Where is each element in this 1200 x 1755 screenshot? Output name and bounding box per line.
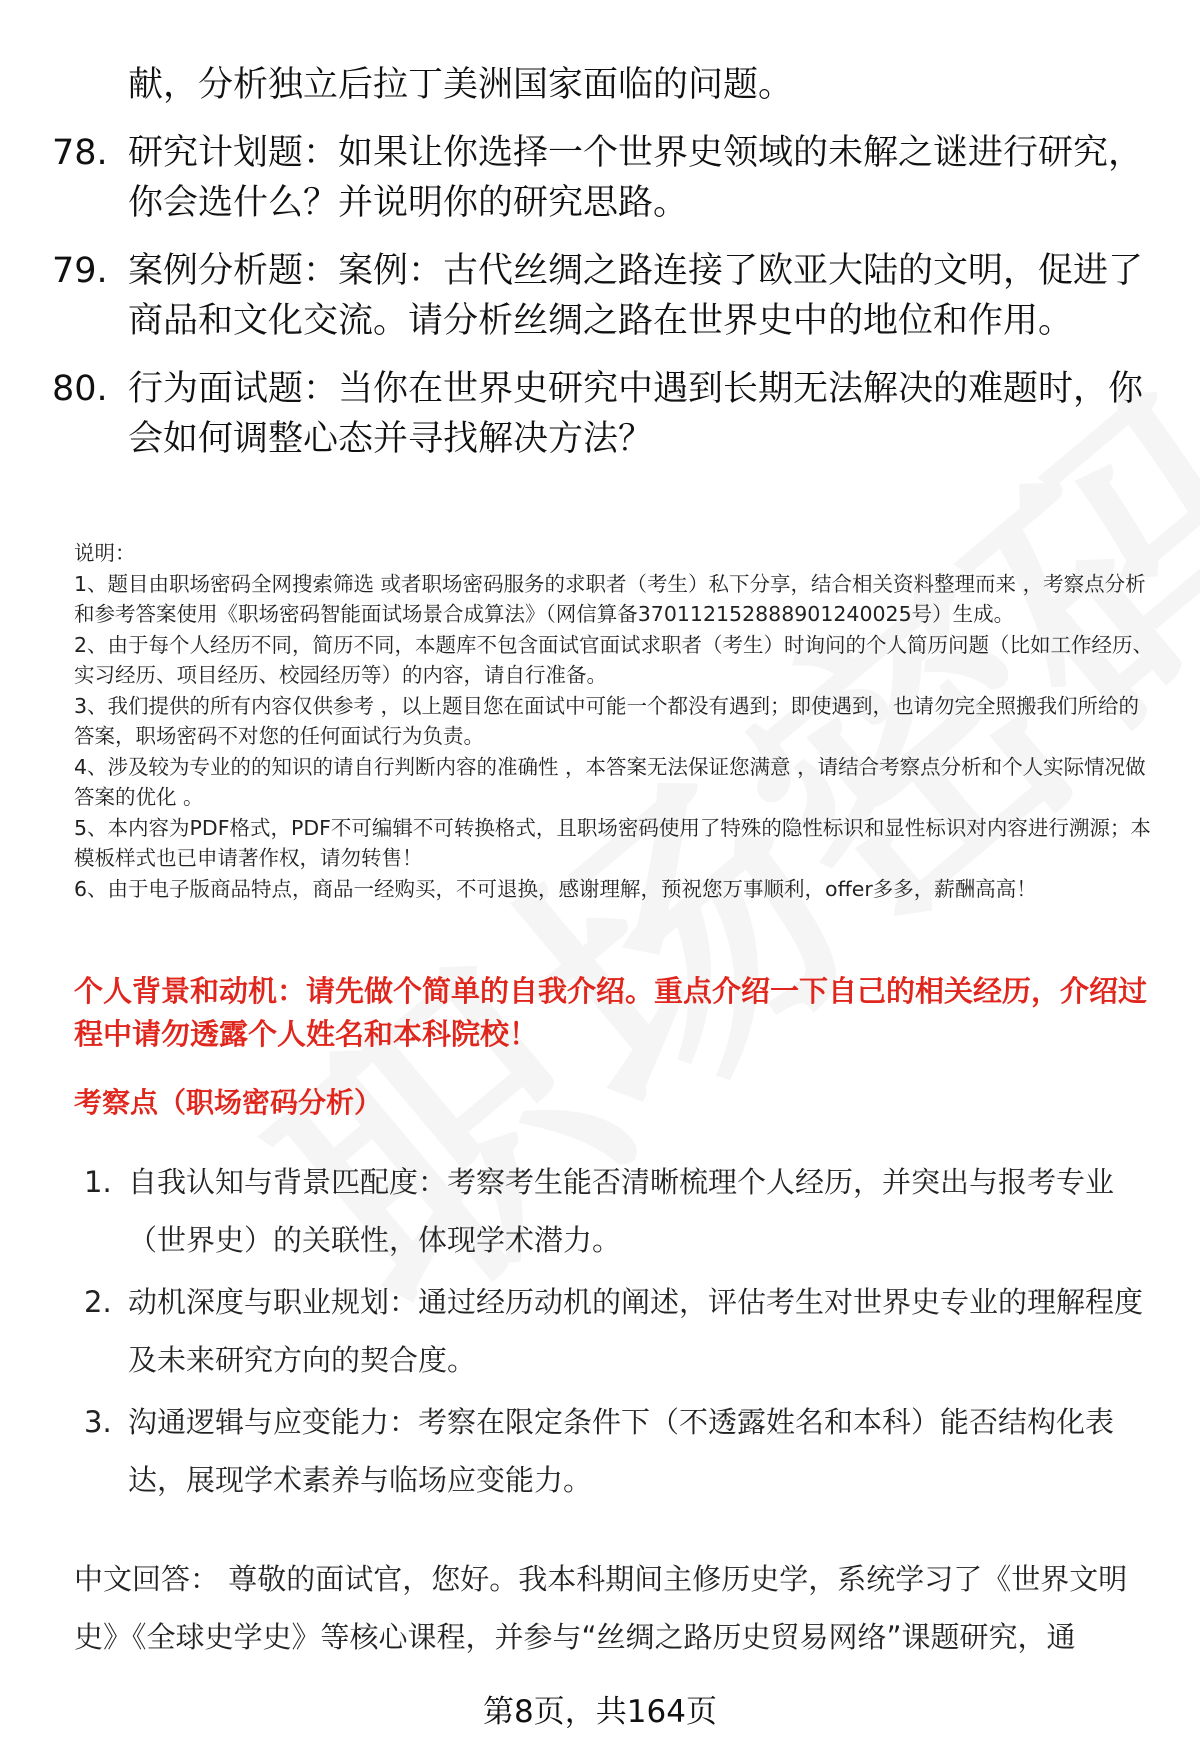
- question-text: 研究计划题：如果让你选择一个世界史领域的未解之谜进行研究，你会选什么？并说明你的研究思路。: [128, 133, 1144, 223]
- note-item: 4、涉及较为专业的的知识的请自行判断内容的准确性 ，本答案无法保证您满意 ，请结合考察点分析和个人实际情况做答案的优化 。: [74, 754, 1146, 809]
- point-text: 自我认知与背景匹配度：考察考生能否清晰梳理个人经历，并突出与报考专业（世界史）的关联性，体现学术潜力。: [128, 1165, 1115, 1257]
- point-text: 沟通逻辑与应变能力：考察在限定条件下（不透露姓名和本科）能否结构化表达，展现学术素养与临场应变能力。: [128, 1405, 1115, 1497]
- note-item: 5、本内容为PDF格式，PDF不可编辑不可转换格式，且职场密码使用了特殊的隐性标识和显性标识对内容进行溯源；本模板样式也已申请著作权，请勿转售！: [74, 815, 1151, 870]
- analysis-point: [84, 1393, 1154, 1509]
- note-item: 2、由于每个人经历不同，简历不同，本题库不包含面试官面试求职者（考生）时询问的个人简历问题（比如工作经历、实习经历、项目经历、校园经历等）的内容，请自行准备。: [74, 632, 1154, 687]
- question-heading: 个人背景和动机：请先做个简单的自我介绍。重点介绍一下自己的相关经历，介绍过程中请勿透露个人姓名和本科院校！: [74, 974, 1148, 1051]
- notes-section: [74, 538, 1154, 904]
- note-item: 3、我们提供的所有内容仅供参考 ，以上题目您在面试中可能一个都没有遇到；即使遇到，也请勿完全照搬我们所给的答案，职场密码不对您的任何面试行为负责。: [74, 693, 1140, 748]
- question-number: 80.: [52, 369, 108, 409]
- question-number: 79.: [52, 251, 108, 291]
- question-text: 案例分析题：案例：古代丝绸之路连接了欧亚大陆的文明，促进了商品和文化交流。请分析丝绸之路在世界史中的地位和作用。: [128, 251, 1144, 341]
- question-80: [52, 364, 1152, 464]
- note-item: 6、由于电子版商品特点，商品一经购买，不可退换，感谢理解，预祝您万事顺利，offer多多，薪酬高高！: [74, 876, 1037, 901]
- analysis-point: [84, 1153, 1154, 1269]
- note-item: 1、题目由职场密码全网搜索筛选 或者职场密码服务的求职者（考生）私下分享，结合相关资料整理而来 ，考察点分析和参考答案使用《职场密码智能面试场景合成算法》（网信算备370112152888901240025号）生成。: [74, 571, 1146, 626]
- point-number: 2.: [84, 1285, 112, 1319]
- continued-text: 献，分析独立后拉丁美洲国家面临的问题。: [128, 65, 794, 105]
- page-number: 第8页，共164页: [483, 1694, 717, 1730]
- notes-title: 说明：: [74, 541, 136, 565]
- point-number: 1.: [84, 1165, 112, 1199]
- analysis-point: [84, 1273, 1154, 1389]
- chinese-answer: 中文回答： 尊敬的面试官，您好。我本科期间主修历史学，系统学习了《世界文明史》《全球史学史》等核心课程，并参与“丝绸之路历史贸易网络”课题研究，通: [74, 1562, 1128, 1654]
- point-text: 动机深度与职业规划：通过经历动机的阐述，评估考生对世界史专业的理解程度及未来研究方向的契合度。: [128, 1285, 1144, 1377]
- point-number: 3.: [84, 1405, 112, 1439]
- question-text: 行为面试题：当你在世界史研究中遇到长期无法解决的难题时，你会如何调整心态并寻找解决方法？: [128, 369, 1144, 459]
- analysis-subheading: 考察点（职场密码分析）: [74, 1086, 383, 1119]
- question-79: [52, 246, 1152, 346]
- analysis-points: [84, 1153, 1154, 1513]
- question-78: [52, 128, 1152, 228]
- question-number: 78.: [52, 133, 108, 173]
